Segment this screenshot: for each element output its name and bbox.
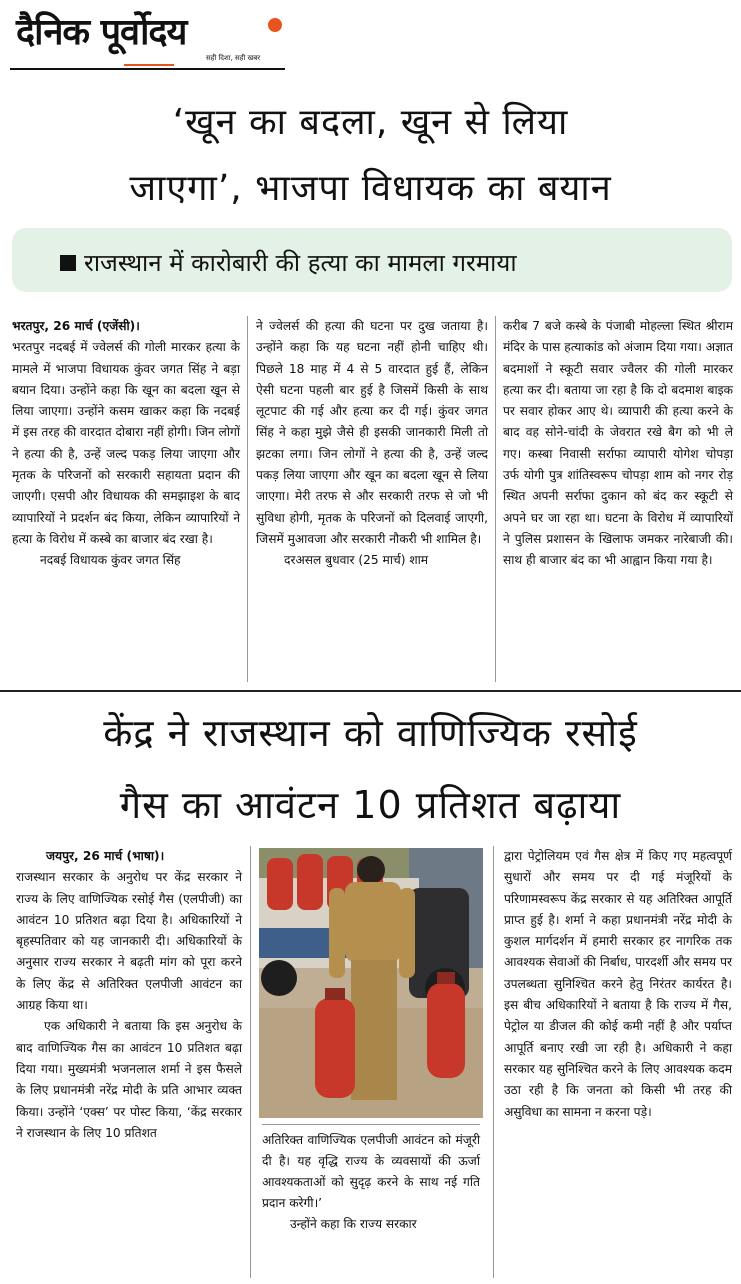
lpg-delivery-image (259, 848, 483, 1118)
column-rule (247, 316, 248, 682)
story2-col2-paragraph: अतिरिक्त वाणिज्यिक एलपीजी आवंटन को मंजूरी दी है। यह वृद्धि राज्य के व्यवसायों की ऊर्जा आवश्यकताओं को सुदृढ़ करने के साथ नई गति प्रदान करेगी।’ (262, 1133, 480, 1210)
story2-headline-line1: केंद्र ने राजस्थान को वाणिज्यिक रसोई (103, 711, 638, 755)
story2-col2-paragraph-2: उन्होंने कहा कि राज्य सरकार (290, 1217, 417, 1231)
story2-dateline: जयपुर, 26 मार्च (भाषा)। (46, 849, 165, 863)
story1-dateline: भरतपुर, 26 मार्च (एजेंसी)। (12, 319, 140, 333)
masthead-accent-line (124, 64, 174, 66)
story1-col2-paragraph-2: दरअसल बुधवार (25 मार्च) शाम (284, 553, 429, 568)
masthead-tagline: सही दिशा, सही खबर (206, 54, 261, 62)
story2-column-3 (504, 846, 732, 1123)
logo-dot-icon (268, 18, 282, 32)
story2-col1-paragraph-2: एक अधिकारी ने बताया कि इस अनुरोध के बाद वाणिज्यिक गैस का आवंटन 10 प्रतिशत बढ़ा दिया गया। मुख्यमंत्री भजनलाल शर्मा ने इस फैसले के लिए प्रधानमंत्री नरेंद्र मोदी के प्रति आभार व्यक्त किया। उन्होंने ‘एक्स’ पर पोस्ट किया, ‘केंद्र सरकार ने राजस्थान के लिए 10 प्रतिशत (16, 1019, 242, 1140)
story1-column-2 (256, 316, 488, 572)
story1-column-1 (12, 316, 240, 572)
story1-col2-paragraph: ने ज्वेलर्स की हत्या की घटना पर दुख जताया है। उन्होंने कहा कि यह घटना नहीं होनी चाहिए थी। पिछले 18 माह में 4 से 5 वारदात हुई हैं, लेकिन ऐसी घटना पहली बार हुई है जिसमें किसी के साथ लूटपाट की गई और हत्या कर दी गई। कुंवर जगत सिंह ने कहा मुझे जैसे ही इसकी जानकारी मिली तो झटका लगा। जिन लोगों ने हत्या की है, उन्हें जल्द पकड़ लिया जाएगा और खून का बदला खून से लिया जाएगा। मेरी तरफ से और सरकारी तरफ से जो भी सुविधा होगी, मृतक के परिजनों को दिलवाई जाएगी, जिसमें मुआवजा और सरकारी नौकरी भी शामिल है। (256, 319, 488, 546)
story-divider (0, 690, 741, 692)
lpg-cylinder-photo (259, 848, 483, 1118)
column-rule (493, 846, 494, 1278)
story2-column-2 (262, 1130, 480, 1235)
story1-headline-line2: जाएगा’, भाजपा विधायक का बयान (129, 168, 612, 209)
story1-subheadline-text: राजस्थान में कारोबारी की हत्या का मामला गरमाया (84, 249, 517, 277)
story1-col1-paragraph: भरतपुर नदबई में ज्वेलर्स की गोली मारकर हत्या के मामले में भाजपा विधायक कुंवर जगत सिंह ने बड़ा बयान दिया। उन्होंने कहा कि खून का बदला खून से लिया जाएगा। उन्होंने कसम खाकर कहा कि नदबई में इस तरह की वारदात दोबारा नहीं होगी। जिन लोगों ने हत्या की है, उन्हें जल्द पकड़ लिया जाएगा और मृतक के परिजनों को सरकारी सहायता प्रदान की जाएगी। एसपी और विधायक की समझाइश के बाद व्यापारियों ने प्रदर्शन बंद किया, लेकिन व्यापारियों ने हत्या के विरोध में कस्बे का बाजार बंद रखा है। (12, 340, 240, 546)
column-rule (250, 846, 251, 1278)
story2-headline-line2: गैस का आवंटन 10 प्रतिशत बढ़ाया (119, 783, 622, 827)
bullet-square-icon (60, 255, 76, 271)
story2-column-1 (16, 846, 242, 1144)
newspaper-logo: दैनिक पूर्वोदय (16, 12, 187, 53)
story1-col3-paragraph: करीब 7 बजे कस्बे के पंजाबी मोहल्ला स्थित श्रीराम मंदिर के पास हत्याकांड को अंजाम दिया गया। अज्ञात बदमाशों ने स्कूटी सवार ज्वैलर की गोली मारकर हत्या कर दी। बताया जा रहा है कि दो बदमाश बाइक पर सवार होकर आए थे। व्यापारी की हत्या करने के बाद वह सोने-चांदी के जेवरात रखे बैग को भी ले गए। कस्बा निवासी सर्राफा व्यापारी योगेश चोपड़ा उर्फ योगी पुत्र शांतिस्वरूप चोपड़ा शाम को नगर रोड़ स्थित अपनी सर्राफा दुकान को बंद कर स्कूटी से अपने घर जा रहा था। घटना के विरोध में व्यापारियों ने पुलिस प्रशासन के खिलाफ जमकर नारेबाजी की। साथ ही बाजार बंद का भी आह्वान किया गया है। (503, 319, 733, 568)
caption-rule (262, 1124, 480, 1125)
story2-col3-paragraph: द्वारा पेट्रोलियम एवं गैस क्षेत्र में किए गए महत्वपूर्ण सुधारों और समय पर दी गई मंजूरियों के परिणामस्वरूप केंद्र सरकार से यह अतिरिक्त आपूर्ति प्राप्त हुई है। शर्मा ने कहा प्रधानमंत्री नरेंद्र मोदी के कुशल मार्गदर्शन में हमारी सरकार हर नागरिक तक आवश्यक सेवाओं की निर्बाध, पारदर्शी और समय पर उपलब्धता सुनिश्चित करने हेतु निरंतर कार्यरत है। इस बीच अधिकारियों ने बताया है कि राज्य में गैस, पेट्रोल या डीजल की कोई कमी नहीं है और पर्याप्त आपूर्ति बनाए रखी जा रही है। अधिकारी ने कहा सरकार यह सुनिश्चित करने के लिए आवश्यक कदम उठा रही है कि जनता को किसी भी तरह की असुविधा का सामना न करना पड़े। (504, 849, 732, 1119)
story1-headline-line1: ‘खून का बदला, खून से लिया (172, 102, 569, 143)
story1-col1-paragraph-2: नदबई विधायक कुंवर जगत सिंह (40, 553, 181, 568)
story2-col1-paragraph: राजस्थान सरकार के अनुरोध पर केंद्र सरकार ने राज्य के लिए वाणिज्यिक रसोई गैस (एलपीजी) का आवंटन 10 प्रतिशत बढ़ा दिया है। अधिकारियों ने बृहस्पतिवार को यह जानकारी दी। अधिकारियों के अनुसार राज्य सरकार ने बढ़ती मांग को पूरा करने के लिए केंद्र से अतिरिक्त एलपीजी आवंटन का आग्रह किया था। (16, 870, 242, 1013)
masthead-rule (10, 68, 285, 70)
story1-column-3 (503, 316, 733, 572)
column-rule (495, 316, 496, 682)
story1-subheadline (60, 246, 517, 279)
masthead (10, 6, 290, 72)
